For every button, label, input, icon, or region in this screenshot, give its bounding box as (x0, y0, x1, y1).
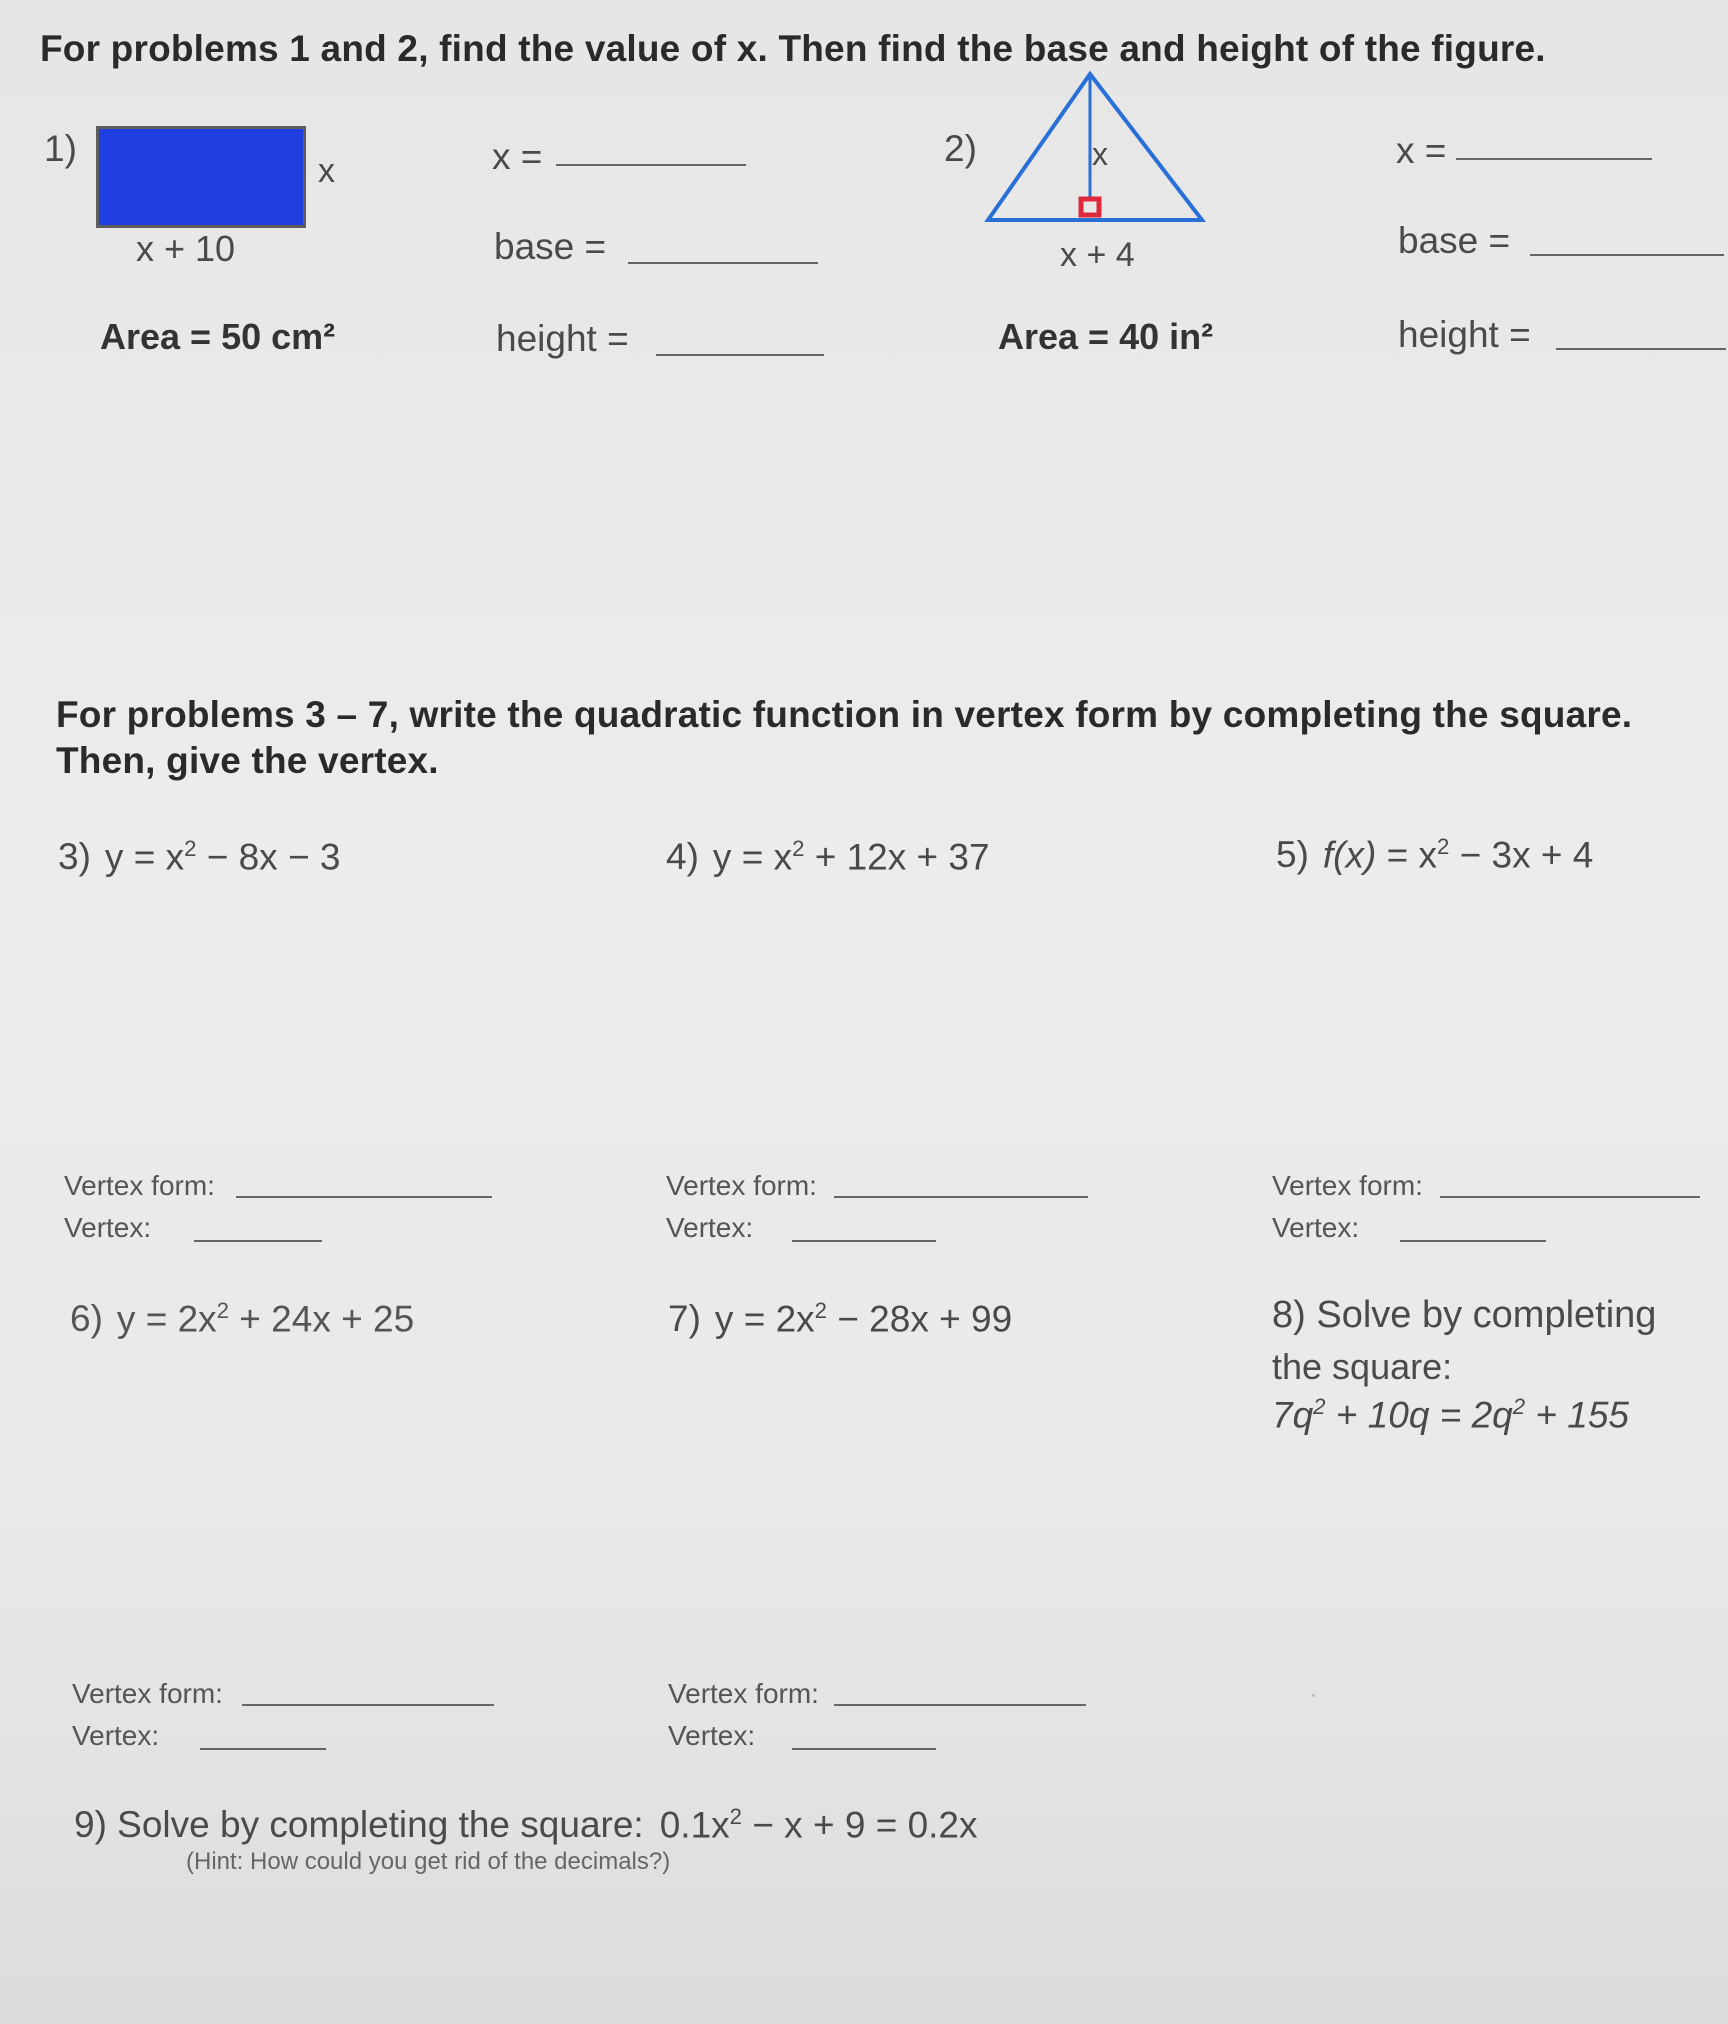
p5-vertex-form-label: Vertex form: (1272, 1170, 1423, 1201)
p7-vertex-blank[interactable] (792, 1748, 936, 1750)
p3-vertex-form-label: Vertex form: (64, 1170, 215, 1201)
problem-1-number: 1) (44, 128, 77, 169)
p3-vertex-form-blank[interactable] (236, 1196, 492, 1198)
p6-vertex-form-label: Vertex form: (72, 1678, 223, 1709)
triangle-base-label: x + 4 (1060, 236, 1135, 274)
p2-height-label: height = (1398, 314, 1531, 355)
instruction-part2-line2: Then, give the vertex. (56, 740, 439, 781)
p1-height-label: height = (496, 318, 629, 359)
problem-8-line1: 8) Solve by completing (1272, 1294, 1657, 1336)
problem-8-line2: the square: (1272, 1346, 1453, 1387)
rectangle-side-label: x (318, 152, 335, 190)
problem-2-area: Area = 40 in² (998, 316, 1214, 357)
p1-x-answer-blank[interactable] (556, 164, 746, 166)
p4-vertex-form-blank[interactable] (834, 1196, 1088, 1198)
p2-base-label: base = (1398, 220, 1511, 261)
p5-vertex-form-blank[interactable] (1440, 1196, 1700, 1198)
triangle-height-label: x (1092, 136, 1108, 172)
p4-vertex-blank[interactable] (792, 1240, 936, 1242)
p6-vertex-label: Vertex: (72, 1720, 160, 1751)
p1-height-answer-blank[interactable] (656, 354, 824, 356)
p4-vertex-form-label: Vertex form: (666, 1170, 817, 1201)
p6-vertex-form-blank[interactable] (242, 1704, 494, 1706)
problem-8-equation: $7q^2 + 10q = 2q^2 + 155$ (1272, 1394, 1629, 1436)
p7-vertex-form-blank[interactable] (834, 1704, 1086, 1706)
p4-vertex-label: Vertex: (666, 1212, 754, 1243)
problem-2-number: 2) (944, 128, 977, 169)
problem-7-equation: 7) $y = 2x^2 - 28x + 99$ (668, 1298, 1013, 1340)
p5-vertex-label: Vertex: (1272, 1212, 1360, 1243)
instruction-part1: For problems 1 and 2, find the value of x. Then find the base and height of the figure. (40, 28, 1546, 69)
p2-x-label: x = (1396, 130, 1447, 171)
problem-3-equation: 3) $y = x^2 - 8x - 3$ (58, 836, 341, 878)
p2-base-answer-blank[interactable] (1530, 254, 1724, 256)
problem-5-equation: 5) $f(x) = x^2 - 3x + 4$ (1276, 834, 1594, 876)
rectangle-base-label: x + 10 (136, 228, 236, 269)
paper-speck (1312, 1694, 1315, 1697)
p2-height-answer-blank[interactable] (1556, 348, 1726, 350)
p2-x-answer-blank[interactable] (1456, 158, 1652, 160)
right-angle-marker (1081, 199, 1099, 215)
p3-vertex-label: Vertex: (64, 1212, 152, 1243)
p6-vertex-blank[interactable] (200, 1748, 326, 1750)
p5-vertex-blank[interactable] (1400, 1240, 1546, 1242)
p1-base-label: base = (494, 226, 607, 267)
p7-vertex-form-label: Vertex form: (668, 1678, 819, 1709)
problem-1-area: Area = 50 cm² (100, 316, 336, 357)
problem-9-hint: (Hint: How could you get rid of the decimals?) (186, 1848, 671, 1875)
problem-6-equation: 6) $y = 2x^2 + 24x + 25$ (70, 1298, 415, 1340)
problem-9-equation: 9) Solve by completing the square: $0.1x^2 - x + 9 = 0.2x$ (74, 1804, 978, 1846)
p7-vertex-label: Vertex: (668, 1720, 756, 1751)
instruction-part2-line1: For problems 3 – 7, write the quadratic function in vertex form by completing the square. (56, 694, 1633, 735)
p3-vertex-blank[interactable] (194, 1240, 322, 1242)
rectangle-figure (96, 126, 306, 228)
p1-x-label: x = (492, 136, 543, 177)
problem-4-equation: 4) $y = x^2 + 12x + 37$ (666, 836, 990, 878)
p1-base-answer-blank[interactable] (628, 262, 818, 264)
